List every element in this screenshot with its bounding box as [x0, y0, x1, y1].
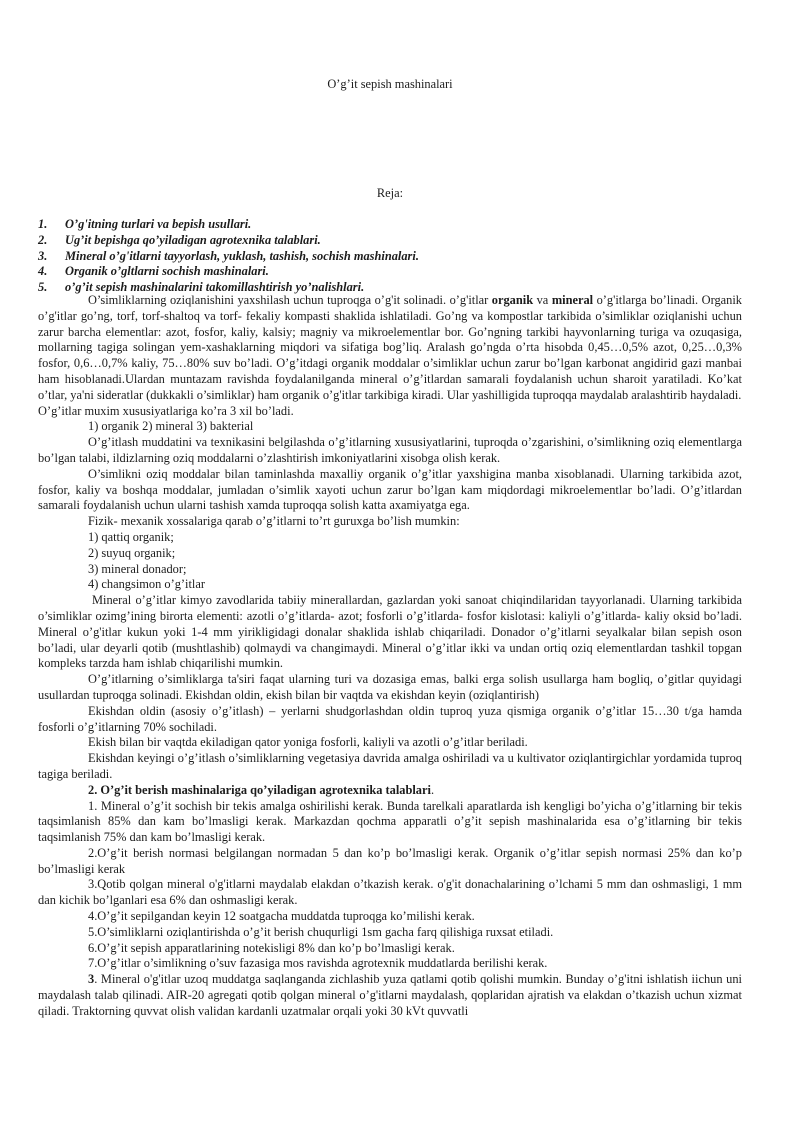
requirement-item: 5.O’simliklarni oziqlantirishda o’g’it berish chuqurligi 1sm gacha farq qilishiga ruxsat etiladi.	[88, 924, 554, 939]
plan-item: 4. Organik o’gltlarni sochish mashinalari.	[38, 264, 269, 279]
paragraph: Ekishdan keyingi o’g’itlash o’simliklarning vegetasiya davrida amalga oshiriladi va u kultivator oziqlantirgichlar yordamida tuproq tagiga beriladi.	[38, 751, 742, 781]
document-title: O’g’it sepish mashinalari	[327, 77, 453, 91]
plan-item: 5. o’g’it sepish mashinalarini takomillashtirish yo’nalishlari.	[38, 280, 365, 295]
requirement-item: 4.O’g’it sepilgandan keyin 12 soatgacha muddatda tuproqga ko’milishi kerak.	[88, 909, 475, 924]
requirement-item: 1. Mineral o’g’it sochish bir tekis amalga oshirilishi kerak. Bunda tarelkali aparatlarda ish kengligi bo’yicha o’g’itlarning bir tekis taqsimlanish 85% dan kam bo’lmasligi kerak. Markazdan qochma apparatli o’g’it sepish mashinalarida esa o’g’itlarning bir tekis taqsimlanish 75% dan kam bo’lmasligi kerak.	[38, 798, 742, 845]
paragraph: O’g’itlar muxim xususiyatlariga ko’ra 3 xil bo’ladi.	[38, 403, 294, 418]
list-item: 4) changsimon o’g’itlar	[88, 577, 205, 592]
paragraph: Mineral o’g’itlar kimyo zavodlarida tabiiy minerallardan, gazlardan yoki sanoat chiqindilaridan tayyorlanadi. Ularning tarkibida o’simliklar ozimg’ining birorta elementi: azotli o’g’itlarda- azot; fosforli o’g’itlarda- fosfor kislotasi: kaliyli o’g’itlarda- kaliy oksid bo’ladi. Mineral o’g'itlar kukun yoki 1-4 mm yirikligidagi donalar shaklida ishlab chiqariladi. Donador o’g’itlarni seyalkalar bilan sepish oson bo’ladi, ular deyarli qotib (mushtlashib) qolmaydi va changimaydi. Mineral o’g’itlar ikki va undan ortiq oziq elementlardan tashkil topgan kompleks tarzda ham ishlab chiqarilishi mumkin.	[38, 593, 742, 671]
paragraph: Ekishdan oldin (asosiy o’g’itlash) – yerlarni shudgorlashdan oldin tuproq yuza qismiga organik o’g’itlar 15…30 t/ga hamda fosforli o’g’itlarning 70% sochiladi.	[38, 703, 742, 734]
paragraph: 3. Mineral o'g'itlar uzoq muddatga saqlanganda zichlashib yuza qatlami qotib qolishi mumkin. Bunday o’g'itni ishlatish iichun uni maydalash talab qilinadi. AIR-20 agregati qotib qolgan mineral o’g'itlarni maydalash, qoplaridan ajratish va elakdan o’tkazish uchun xizmat qiladi. Traktorning quvvat olish validan kardanli uzatmalar orqali yoki 30 kVt quvvatli	[38, 972, 742, 1018]
document-body	[38, 293, 742, 1020]
list-item: 2) suyuq organik;	[88, 545, 176, 560]
requirement-item: 6.O’g’it sepish apparatlarining notekisligi 8% dan ko’p bo’lmasligi kerak.	[88, 940, 455, 955]
list-item: 1) qattiq organik;	[88, 529, 174, 544]
paragraph: 1) organik 2) mineral 3) bakterial	[88, 419, 254, 434]
plan-item: 3. Mineral o’g'itlarni tayyorlash, yuklash, tashish, sochish mashinalari.	[38, 248, 419, 263]
plan-heading: Reja:	[376, 186, 404, 200]
plan-item: 1. O’g'itning turlari va bepish usullari.	[38, 217, 252, 231]
paragraph: Ekish bilan bir vaqtda ekiladigan qator yoniga fosforli, kaliyli va azotli o’g’itlar beriladi.	[88, 735, 528, 750]
requirement-item: 2.O’g’it berish normasi belgilangan normadan 5 dan ko’p bo’lmasligi kerak. Organik o’g’itlar sepish normasi 25% dan ko’p bo’lmasligi kerak	[38, 845, 742, 876]
section-heading: 2. O’g’it berish mashinalariga qo’yiladigan agrotexnika talablari.	[88, 782, 435, 797]
plan-item: 2. Ug’it bepishga qo’yiladigan agrotexnika talablari.	[38, 232, 321, 247]
paragraph-fertilizer-types: O’simliklarning oziqlanishini yaxshilash uchun tuproqga o’g'it solinadi. o’g'itlar organik va mineral o’g'itlarga bo’linadi. Organik o’g'itlar go’ng, torf, torf-shaltoq va torf- fekaliy kompasti shaklida ishlatiladi. Go’ng va kompostlar tarkibida o’simliklar oziqlanishi uchun zarur barcha elementlar: azot, fosfor, kaliy, kalsiy; magniy va mikroelementlar bor. Go’ngning tarkibi hayvonlarning turiga va ozuqasiga, mollarning tagiga solingan yem-xashaklarning miqdori va sifatiga bog’liq. Aralash go’ngda o’rta hisobda 0,45…0,5% azot, 0,25…0,3% fosfor, 0,6…0,7% kaliy, 75…80% suv bo’ladi. O’g’itdagi organik moddalar o’simliklar uchun zarur bo’lgan karbonat angidirid gazi manbai ham hisoblanadi.Ulardan muntazam ravishda foydalanilganda mineral o’g’itlardan samarali foydalanish uchun sharoit yaratiladi. Ko’kat o’tlar, ya'ni sideratlar (dukkakli o’simliklar) ham organik o’g'itlar tarkibiga kiradi. Ular yashilligida tuproqqa maydalab aralashtirib haydaladi.	[38, 293, 742, 402]
requirement-item: 3.Qotib qolgan mineral o'g'itlarni maydalab elakdan o’tkazish kerak. o'g'it donachalarining o’lchami 5 mm dan oshmasligi, 1 mm dan kichik bo’lganlari esa 6% dan oshmasligi kerak.	[38, 877, 742, 908]
paragraph: Fizik- mexanik xossalariga qarab o’g’itlarni to’rt guruxga bo’lish mumkin:	[88, 514, 460, 529]
requirement-item: 7.O’g’itlar o’simlikning o’suv fazasiga mos ravishda agrotexnik muddatlarda berilishi kerak.	[88, 956, 548, 971]
paragraph: O’simlikni oziq moddalar bilan taminlashda maxalliy organik o’g’itlar yaxshigina manba xisoblanadi. Ularning tarkibida azot, fosfor, kaliy va boshqa moddalar, jumladan o’simlik xayoti uchun zarur bo’lgan kam miqdordagi mikroelementlar bo’ladi. O’g’itlardan samarali foydalanish uchun ularni tashish xamda tuproqqa solish katta axamiyatga ega.	[38, 466, 742, 513]
list-item: 3) mineral donador;	[88, 561, 187, 576]
paragraph: O’g’itlarning o’simliklarga ta'siri faqat ularning turi va dozasiga emas, balki erga solish usullarga ham bogliq, o’gitlar quyidagi usullardan tuproqga solinadi. Ekishdan oldin, ekish bilan bir vaqtda va ekishdan keyin (oziqlantirish)	[38, 672, 742, 702]
plan-list	[38, 217, 748, 296]
paragraph: O’g’itlash muddatini va texnikasini belgilashda o’g’itlarning xususiyatlarini, tuproqda o’zgarishini, o’simlikning oziq elementlarga bo’lgan talabi, ildizlarning oziq moddalarni o’zlashtirish imkoniyatlarini xisobga olish kerak.	[38, 435, 742, 465]
